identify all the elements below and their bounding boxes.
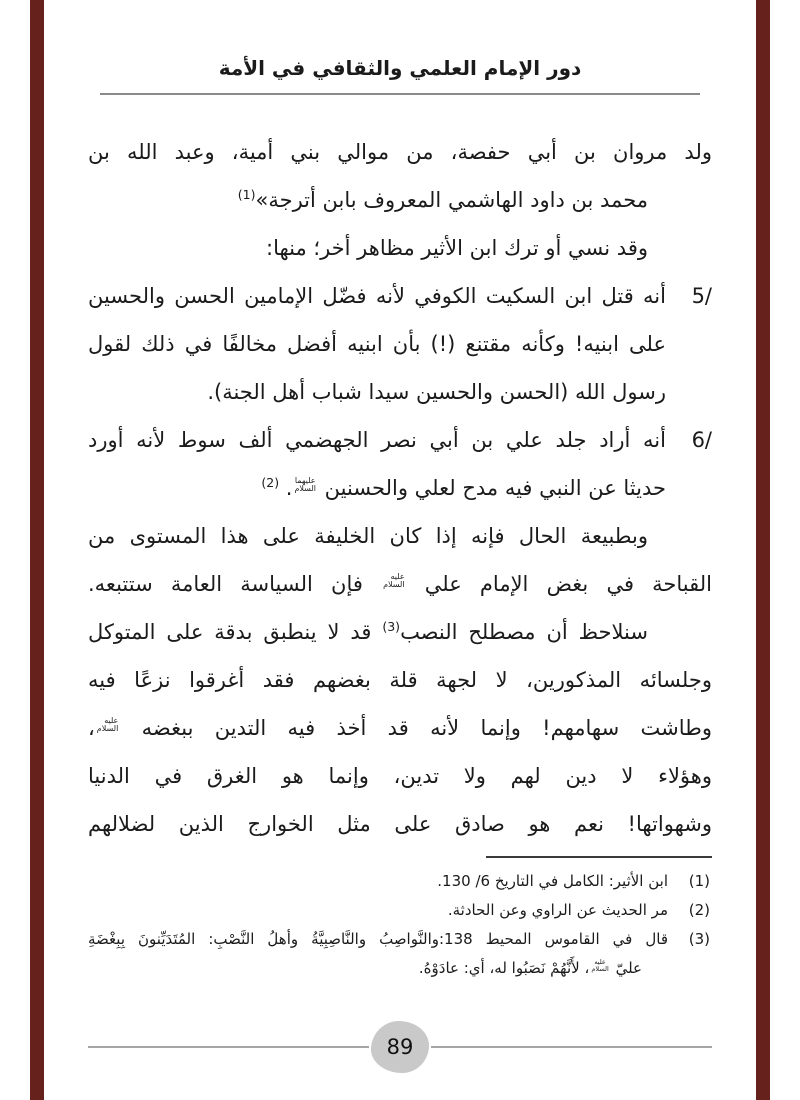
scan-edge-bar-left	[30, 0, 44, 1100]
text-line: رسول الله (الحسن والحسين سيدا شباب أهل الجنة).	[207, 380, 666, 404]
list-item-marker: 5/	[691, 284, 712, 308]
page-number: 89	[386, 1035, 414, 1059]
page-number-line-left	[88, 1046, 369, 1048]
honorific-symbol: عليهما السلام	[294, 475, 316, 493]
footnote-separator	[486, 856, 712, 858]
footnote-marker: (2)	[688, 901, 710, 919]
list-item-marker: 6/	[691, 428, 712, 452]
text-line: قال في القاموس المحيط 138:والنَّواصِبُ والنَّاصِبِيَّةُ وأهلُ النَّصْبِ: المُتَدَيِّنونَ بِبِغْضَةِ	[88, 930, 668, 948]
text-line: وشهواتها! نعم هو صادق على مثل الخوارج الذين لضلالهم	[88, 812, 712, 836]
list-item-6	[88, 416, 712, 512]
text-line: ابن الأثير: الكامل في التاريخ 6/ 130.	[437, 872, 668, 890]
text-line: أنه أراد جلد علي بن أبي نصر الجهضمي ألف سوط لأنه أورد	[88, 428, 666, 452]
footnote-marker: (3)	[688, 930, 710, 948]
footnote	[88, 867, 712, 896]
text-line: محمد بن داود الهاشمي المعروف بابن أترجة»$^{(1)}$	[237, 187, 648, 212]
footnote	[88, 896, 712, 925]
header-divider	[100, 93, 700, 95]
footnote-ref: (1)	[237, 187, 256, 202]
paragraph-nasb	[88, 608, 712, 848]
footnote-list	[88, 867, 712, 983]
text-line: عليّ عليه السلام ، لأَنَّهُمْ نَصَبُوا له، أي: عادَوْهُ.	[418, 957, 642, 977]
text-line: وقد نسي أو ترك ابن الأثير مظاهر أخر؛ منها:	[266, 236, 648, 260]
text-line: على ابنيه! وكأنه مقتنع (!) بأن ابنيه أفضل مخالفًا في ذلك لقول	[88, 332, 666, 356]
footnote-ref: (3)	[382, 619, 401, 634]
page-header	[88, 0, 712, 95]
text-line: وطاشت سهامهم! وإنما لأنه قد أخذ فيه التدين ببغضه عليه السلام ،	[88, 715, 712, 740]
page-title: دور الإمام العلمي والثقافي في الأمة	[218, 56, 582, 80]
text-line: وبطبيعة الحال فإنه إذا كان الخليفة على هذا المستوى من	[88, 524, 648, 548]
text-line: سنلاحظ أن مصطلح النصب$^{(3)}$ قد لا ينطبق بدقة على المتوكل	[88, 619, 648, 644]
paragraph-comment	[88, 512, 712, 608]
text-line: حديثا عن النبي فيه مدح لعلي والحسنين عليهما السلام . $^{(2)}$	[261, 475, 666, 500]
footnote-ref: (2)	[261, 475, 280, 490]
paragraph-transition	[88, 224, 712, 272]
footnote-marker: (1)	[688, 872, 710, 890]
footnotes-section	[88, 856, 712, 983]
list-item-5	[88, 272, 712, 416]
text-line: ولد مروان بن أبي حفصة، من موالي بني أمية، وعبد الله بن	[88, 140, 712, 164]
scan-edge-bar-right	[756, 0, 770, 1100]
footnote	[88, 925, 712, 983]
page-number-line-right	[431, 1046, 712, 1048]
honorific-symbol: عليه السلام	[383, 571, 405, 589]
text-line: وهؤلاء لا دين لهم ولا تدين، وإنما هو الغرق في الدنيا	[88, 764, 712, 788]
page-number-badge	[371, 1021, 429, 1073]
text-line: أنه قتل ابن السكيت الكوفي لأنه فضّل الإمامين الحسن والحسين	[88, 284, 666, 308]
text-line: مر الحديث عن الراوي وعن الحادثة.	[447, 901, 668, 919]
text-line: وجلسائه المذكورين، لا لجهة قلة بغضهم فقد أغرقوا نزعًا فيه	[88, 668, 712, 692]
honorific-symbol: عليه السلام	[591, 957, 609, 973]
page-number-row	[88, 1021, 712, 1073]
paragraph-intro	[88, 128, 712, 224]
body-text	[88, 128, 712, 848]
text-line: القباحة في بغض الإمام علي عليه السلام فإن السياسة العامة ستتبعه.	[88, 571, 712, 596]
honorific-symbol: عليه السلام	[96, 715, 119, 733]
